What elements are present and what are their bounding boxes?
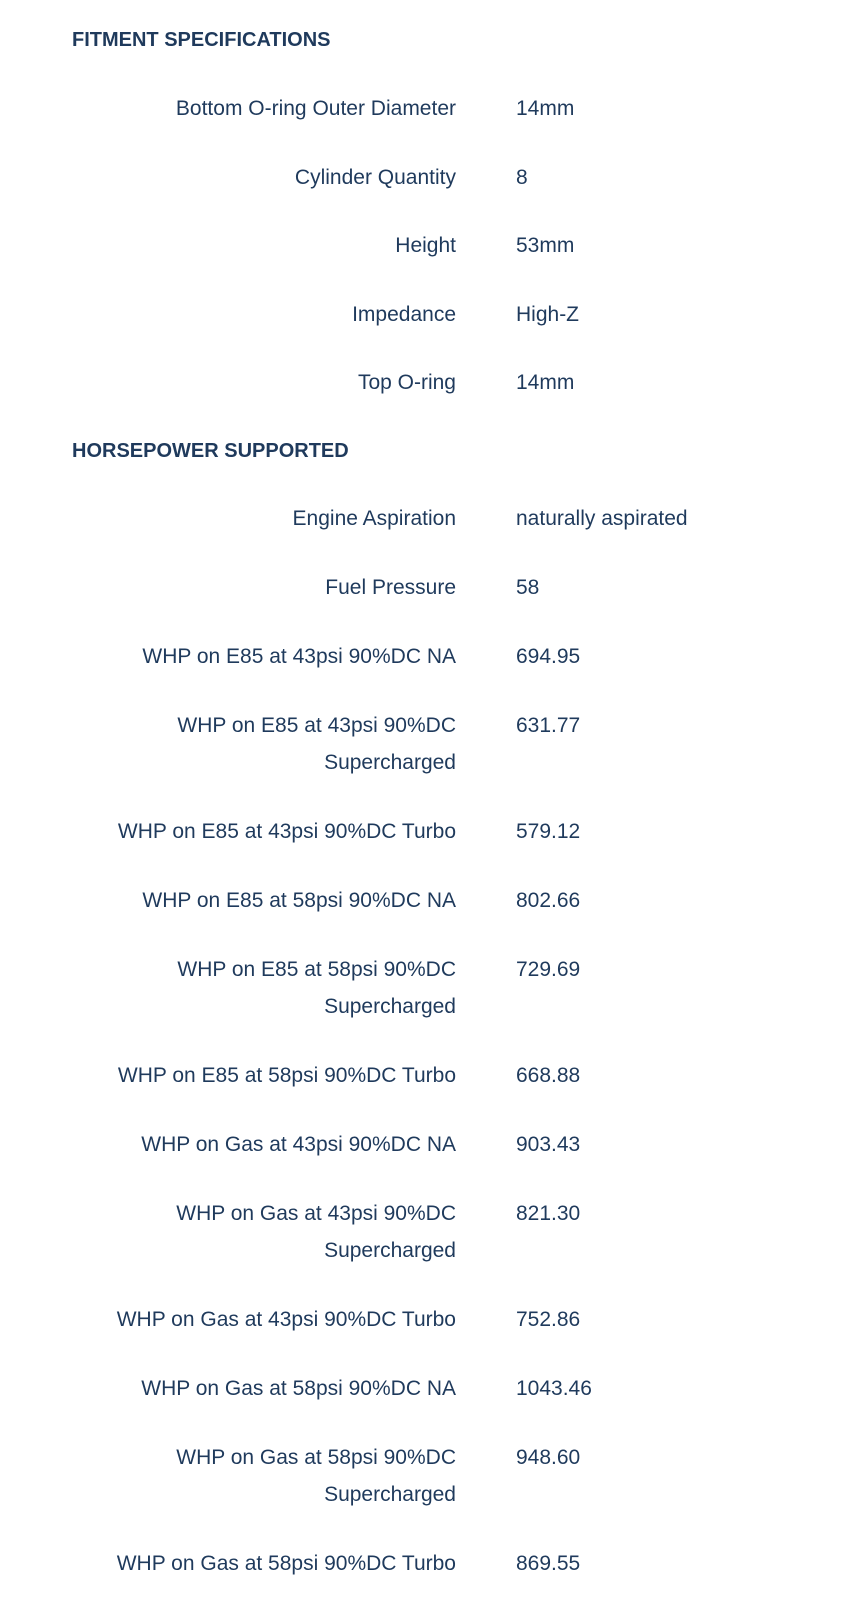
- spec-label: Fuel Pressure: [325, 576, 456, 599]
- spec-label: WHP on E85 at 58psi 90%DC NA: [142, 889, 456, 912]
- spec-label: WHP on Gas at 43psi 90%DC Turbo: [116, 1308, 456, 1331]
- spec-value: 14mm: [516, 97, 575, 120]
- spec-value: 668.88: [516, 1064, 581, 1087]
- spec-label: Engine Aspiration: [292, 507, 456, 530]
- spec-label: WHP on Gas at 58psi 90%DC Supercharged: [176, 1446, 456, 1506]
- spec-value: High-Z: [516, 303, 580, 326]
- spec-label: Impedance: [352, 303, 456, 326]
- spec-label: Top O-ring: [357, 371, 456, 394]
- spec-value: 1043.46: [516, 1377, 592, 1400]
- spec-label: Height: [395, 234, 456, 257]
- spec-label: Bottom O-ring Outer Diameter: [175, 97, 456, 120]
- spec-label: WHP on Gas at 58psi 90%DC NA: [141, 1377, 456, 1400]
- spec-value: 14mm: [516, 371, 575, 394]
- spec-label: WHP on E85 at 58psi 90%DC Supercharged: [177, 958, 456, 1018]
- spec-label: WHP on Gas at 43psi 90%DC Supercharged: [176, 1202, 456, 1262]
- spec-label: WHP on E85 at 43psi 90%DC NA: [142, 645, 456, 668]
- spec-value: 802.66: [516, 889, 581, 912]
- spec-value: 53mm: [516, 234, 575, 257]
- spec-value: 948.60: [516, 1446, 581, 1469]
- spec-value: 869.55: [516, 1552, 581, 1575]
- spec-value: 579.12: [516, 820, 581, 843]
- spec-label: WHP on Gas at 43psi 90%DC NA: [141, 1133, 456, 1156]
- section-title-horsepower: HORSEPOWER SUPPORTED: [72, 440, 349, 462]
- spec-value: 752.86: [516, 1308, 581, 1331]
- section-title-fitment: FITMENT SPECIFICATIONS: [72, 29, 331, 51]
- spec-value: 729.69: [516, 958, 581, 981]
- spec-label: WHP on E85 at 43psi 90%DC Supercharged: [177, 714, 456, 774]
- spec-value: 631.77: [516, 714, 581, 737]
- spec-label: WHP on E85 at 58psi 90%DC Turbo: [117, 1064, 456, 1087]
- spec-value: 8: [516, 166, 528, 189]
- spec-value: 694.95: [516, 645, 581, 668]
- spec-value: naturally aspirated: [516, 507, 688, 530]
- spec-value: 903.43: [516, 1133, 581, 1156]
- spec-label: WHP on Gas at 58psi 90%DC Turbo: [116, 1552, 456, 1575]
- spec-value: 58: [516, 576, 540, 599]
- spec-label: WHP on E85 at 43psi 90%DC Turbo: [117, 820, 456, 843]
- spec-value: 821.30: [516, 1202, 581, 1225]
- spec-label: Cylinder Quantity: [294, 166, 456, 189]
